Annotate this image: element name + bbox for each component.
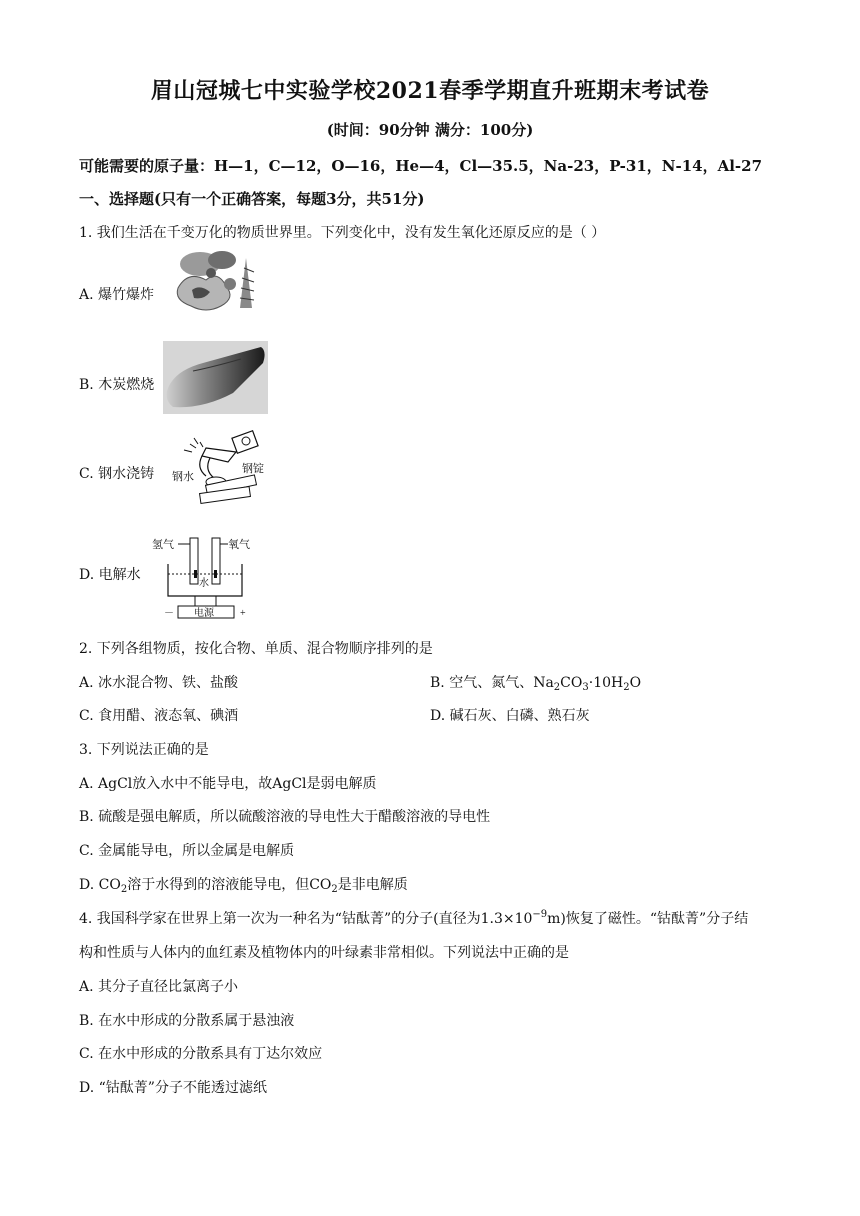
oxygen-label: 氧气 [228,539,250,551]
question-2-stem: 2. 下列各组物质，按化合物、单质、混合物顺序排列的是 [79,641,433,657]
water-label: 水 [199,578,209,589]
question-3-option-a: A. AgCl放入水中不能导电，故AgCl是弱电解质 [79,776,377,792]
negative-terminal: － [164,608,174,619]
question-2-option-d: D. 碱石灰、白磷、熟石灰 [430,708,590,724]
steel-ingot-label: 钢锭 [242,463,264,475]
question-4-option-d: D. “钴酞菁”分子不能透过滤纸 [79,1080,267,1096]
power-label: 电源 [194,608,214,619]
question-2-option-a: A. 冰水混合物、铁、盐酸 [79,675,239,691]
charcoal-image [163,341,268,414]
question-2-option-b: B. 空气、氮气、$Na_2CO_3\cdot 10H_2O$ [430,675,642,693]
question-1-option-c: C. 钢水浇铸 [79,466,155,482]
firecracker-image [166,248,266,320]
question-2-option-c: C. 食用醋、液态氧、碘酒 [79,708,239,724]
question-4-option-b: B. 在水中形成的分散系属于悬浊液 [79,1013,295,1029]
question-4-stem: 4. 我国科学家在世界上第一次为一种名为“钴酞菁”的分子(直径为$1.3\times 10^{-9}m$)恢复了磁性。“钴酞菁”分子结 [79,909,749,927]
section-heading: 一、选择题(只有一个正确答案，每题3分，共51分) [79,190,425,208]
atomic-masses: 可能需要的原子量：H—1，C—12，O—16，He—4，Cl—35.5，Na-23，P-31，N-14，Al-27 [79,157,763,175]
exam-time-score: (时间：90分钟 满分：100分) [326,121,534,139]
steel-casting-image [166,428,271,504]
page-title: 眉山冠城七中实验学校2021春季学期直升班期末考试卷 [150,78,710,104]
molten-steel-label: 钢水 [172,471,194,483]
question-1-option-b: B. 木炭燃烧 [79,377,155,393]
question-3-stem: 3. 下列说法正确的是 [79,742,209,758]
question-1-stem: 1. 我们生活在千变万化的物质世界里。下列变化中，没有发生氧化还原反应的是（ ） [79,225,606,241]
question-1-option-d: D. 电解水 [79,567,141,583]
question-4-option-c: C. 在水中形成的分散系具有丁达尔效应 [79,1046,323,1062]
question-3-option-b: B. 硫酸是强电解质，所以硫酸溶液的导电性大于醋酸溶液的导电性 [79,809,491,825]
question-3-option-c: C. 金属能导电，所以金属是电解质 [79,843,295,859]
question-4-stem-line2: 构和性质与人体内的血红素及植物体内的叶绿素非常相似。下列说法中正确的是 [79,945,569,961]
positive-terminal: + [240,608,246,619]
question-3-option-d: D. $CO_2$溶于水得到的溶液能导电，但$CO_2$是非电解质 [79,877,408,895]
electrolysis-image [150,534,262,620]
question-4-option-a: A. 其分子直径比氯离子小 [79,979,239,995]
question-1-option-a: A. 爆竹爆炸 [79,287,155,303]
hydrogen-label: 氢气 [152,539,174,551]
